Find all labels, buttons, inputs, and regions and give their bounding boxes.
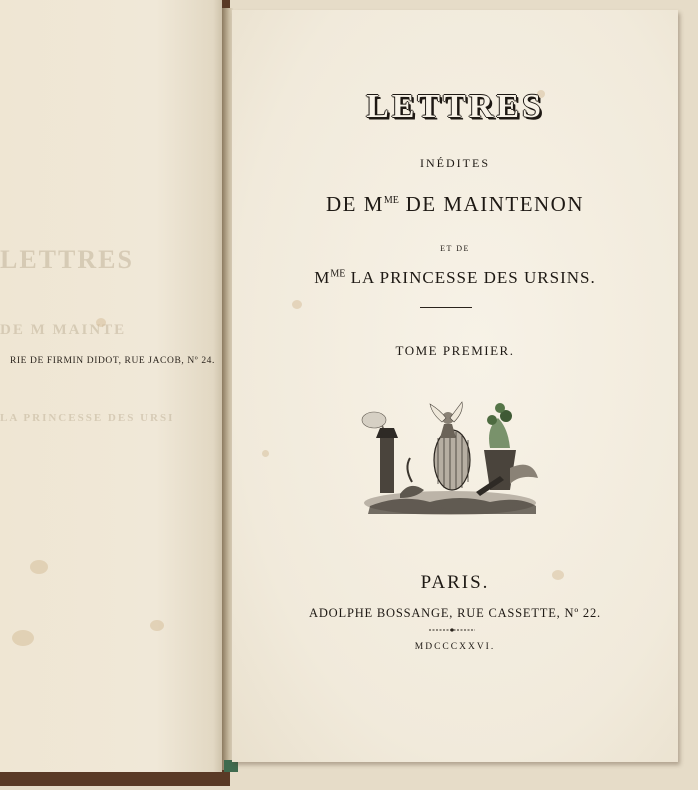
foxing-spot — [96, 318, 106, 327]
divider-rule — [420, 307, 472, 308]
foxing-spot — [12, 630, 34, 646]
author2-name: LA PRINCESSE DES URSINS. — [350, 268, 596, 287]
foxing-spot — [292, 300, 302, 309]
foxing-spot — [150, 620, 164, 631]
left-page — [0, 0, 222, 772]
show-through-line: DE M MAINTE — [0, 322, 127, 338]
author2-superscript: ME — [330, 268, 346, 280]
show-through-title: LETTRES — [0, 245, 134, 274]
conjunction: ET DE — [440, 244, 470, 253]
subtitle: INÉDITES — [420, 156, 490, 170]
printer-imprint: RIE DE FIRMIN DIDOT, RUE JACOB, Nº 24. — [9, 356, 215, 366]
foxing-spot — [30, 560, 48, 574]
author-ursins — [232, 268, 678, 288]
publisher: ADOLPHE BOSSANGE, RUE CASSETTE, Nº 22. — [309, 606, 601, 620]
ornamental-rule — [427, 627, 477, 633]
author1-prefix: DE M — [325, 192, 384, 216]
author-maintenon — [232, 192, 678, 217]
cupid-shield-vignette — [360, 398, 540, 518]
volume-label: TOME PREMIER. — [395, 343, 515, 358]
book-title: LETTRES — [366, 88, 544, 125]
publication-year: MDCCCXXVI. — [414, 642, 496, 652]
show-through-line-2: LA PRINCESSE DES URSI — [0, 412, 175, 424]
author1-superscript: ME — [383, 195, 399, 206]
imprint-city: PARIS. — [420, 572, 490, 593]
author2-prefix: M — [314, 268, 331, 287]
author1-name: DE MAINTENON — [405, 192, 585, 216]
title-page — [232, 10, 678, 762]
foxing-spot — [262, 450, 269, 457]
